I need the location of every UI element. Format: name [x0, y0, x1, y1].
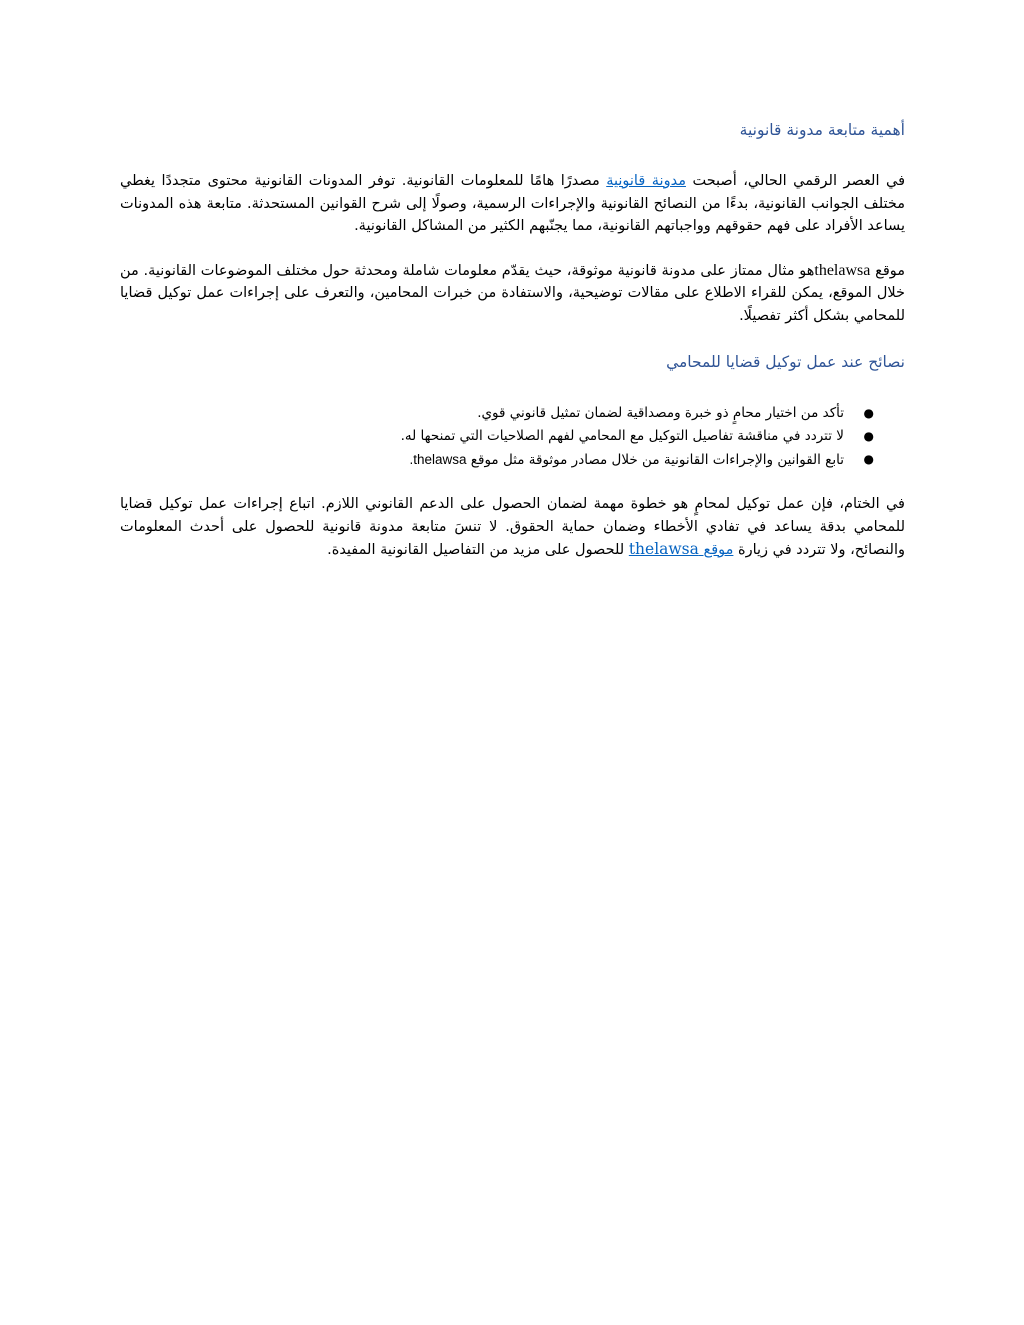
paragraph-thelawsa-prefix: موقع: [870, 262, 906, 279]
bullet-icon: ●: [863, 429, 874, 443]
paragraph-conclusion-text-start: في الختام، فإن عمل توكيل لمحامٍ هو خطوة مهمة لضمان الحصول على الدعم القانوني اللازم. اتباع إجراءات عمل توكيل قضايا للمحامي بدقة يساعد في تفادي الأخطاء وضمان حماية الحقوق. لا تنسَ متابعة مدونة قانونية للحصول على أحدث المعلومات والنصائح، ولا تتردد في زيارة: [120, 496, 905, 558]
legal-blog-link[interactable]: مدونة قانونية: [606, 173, 686, 189]
paragraph-intro-text-start: في العصر الرقمي الحالي، أصبحت: [685, 173, 906, 189]
thelawsa-link-word: موقع: [703, 542, 734, 558]
tip-text: لا تتردد في مناقشة تفاصيل التوكيل مع المحامي لفهم الصلاحيات التي تمنحها له.: [400, 428, 844, 444]
bullet-icon: ●: [863, 452, 874, 466]
list-item: [120, 448, 905, 472]
tip-text: تأكد من اختيار محامٍ ذو خبرة ومصداقية لضمان تمثيل قانوني قوي.: [477, 405, 844, 421]
list-item: [120, 402, 905, 425]
tips-list: [120, 402, 905, 472]
paragraph-thelawsa: [120, 260, 905, 328]
paragraph-conclusion: [120, 493, 905, 562]
paragraph-thelawsa-text: هو مثال ممتاز على مدونة قانونية موثوقة، حيث يقدّم معلومات شاملة ومحدثة حول مختلف الموضوعات القانونية. من خلال الموقع، يمكن للقراء الاطلاع على مقالات توضيحية، والاستفادة من خبرات المحامين، والتعرف على إجراءات عمل توكيل قضايا للمحامي بشكل أكثر تفصيلًا.: [120, 262, 905, 324]
brand-name-thelawsa: thelawsa: [814, 261, 871, 279]
heading-blog-importance: أهمية متابعة مدونة قانونية: [739, 121, 905, 139]
paragraph-intro: [120, 170, 905, 238]
brand-name-thelawsa: thelawsa.: [409, 452, 467, 467]
paragraph-intro-text-end: مصدرًا هامًا للمعلومات القانونية. توفر المدونات القانونية محتوى متجددًا يغطي مختلف الجوانب القانونية، بدءًا من النصائح القانونية والإجراءات الرسمية، وصولًا إلى شرح القوانين المستحدثة. متابعة هذه المدونات يساعد الأفراد على فهم حقوقهم وواجباتهم القانونية، مما يجنّبهم الكثير من المشاكل القانونية.: [120, 173, 905, 234]
paragraph-conclusion-text-end: للحصول على مزيد من التفاصيل القانونية المفيدة.: [327, 542, 629, 558]
thelawsa-link-brand: thelawsa: [628, 540, 699, 558]
list-item: [120, 425, 905, 448]
tip-text: تابع القوانين والإجراءات القانونية من خلال مصادر موثوقة مثل موقع: [466, 452, 844, 468]
thelawsa-site-link[interactable]: [629, 542, 734, 558]
bullet-icon: ●: [863, 406, 874, 420]
document-page: [120, 112, 905, 562]
heading-tips: نصائح عند عمل توكيل قضايا للمحامي: [666, 353, 905, 371]
